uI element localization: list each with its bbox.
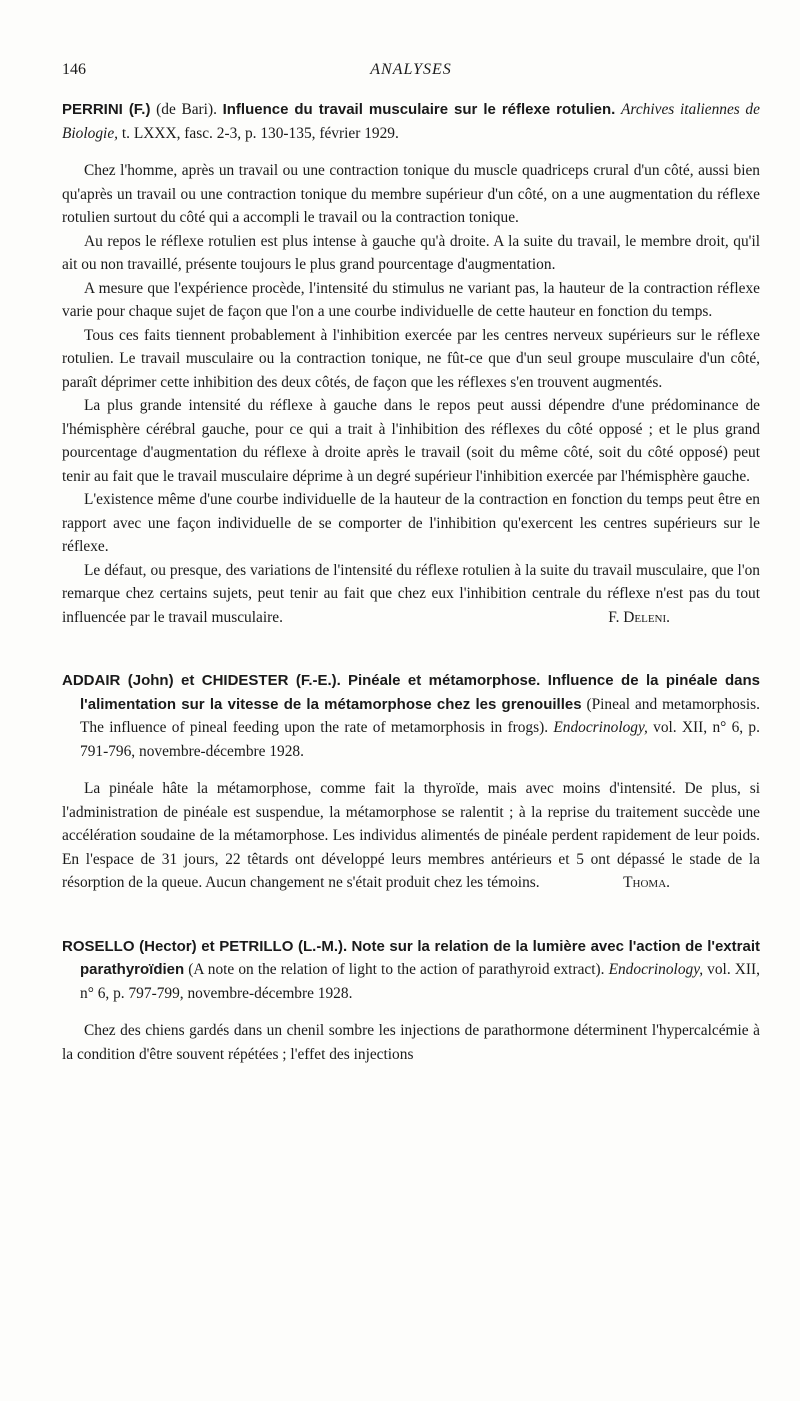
abstract-paragraph: Tous ces faits tiennent probablement à l'inhibition exercée par les centres nerveux supérieurs sur le réflexe rotulien. Le travail musculaire ou la contraction tonique, ne fût-ce que d'un seul groupe musculaire d'un côté, paraît déprimer cette inhibition des deux côtés, de façon que les réflexes s'en trouvent augmentés. (62, 326, 760, 391)
page-number: 146 (62, 61, 86, 78)
journal-name: Endocrinology, (608, 961, 704, 978)
reviewer-signature: Thoma. (623, 874, 670, 891)
citation: vol. XII, n° 6, p. 791-796, novembre-décembre 1928. (80, 719, 760, 760)
entry-separator (62, 629, 760, 653)
reviewer-signature: F. Deleni. (608, 608, 670, 626)
running-title: ANALYSES (370, 61, 452, 78)
abstract-paragraph: Chez des chiens gardés dans un chenil sombre les injections de parathormone déterminent l'hypercalcémie à la condition d'être souvent répétées ; l'effet des injections (62, 1022, 760, 1063)
abstract-authors: ADDAIR (John) et CHIDESTER (F.-E.). (62, 672, 341, 689)
citation: vol. XII, n° 6, p. 797-799, novembre-décembre 1928. (80, 961, 760, 1002)
abstract-affiliation: (de Bari). (156, 101, 217, 118)
abstract-heading (62, 935, 760, 1006)
abstract-heading (62, 98, 760, 145)
abstract-title: Note sur la relation de la lumière avec l'action de l'extrait parathyroïdien (80, 937, 760, 978)
english-title: (A note on the relation of light to the action of parathyroid extract). (188, 961, 605, 978)
abstract-authors: PERRINI (F.) (62, 101, 151, 118)
abstract-authors: ROSELLO (Hector) et PETRILLO (L.-M.). (62, 937, 348, 955)
entry-separator (62, 895, 760, 919)
journal-name: Endocrinology, (553, 719, 648, 736)
abstract-title: Pinéale et métamorphose. Influence de la pinéale dans l'alimentation sur la vitesse de la métamorphose chez les grenouilles (80, 672, 761, 713)
citation: t. LXXX, fasc. 2-3, p. 130-135, février 1929. (121, 124, 399, 142)
abstract-paragraph: La pinéale hâte la métamorphose, comme fait la thyroïde, mais avec moins d'intensité. De plus, si l'administration de pinéale est suspendue, la métamorphose se ralentit ; à la reprise du traitement succède une accélération soudaine de la métamorphose. Les individus alimentés de pinéale perdent rapidement de leur poids. En l'espace de 31 jours, 22 têtards ont développé leurs membres antérieurs et 5 ont dépassé le stade de la résorption de la queue. Aucun changement ne s'était produit chez les témoins. (62, 780, 760, 891)
abstract-title: Influence du travail musculaire sur le réflexe rotulien. (222, 101, 616, 118)
journal-name: Archives italiennes de Biologie, (62, 101, 760, 142)
abstract-paragraph: La plus grande intensité du réflexe à gauche dans le repos peut aussi dépendre d'une prédominance de l'hémisphère cérébral gauche, pour ce qui a trait à l'inhibition des réflexes du côté opposé ; et le plus grand pourcentage d'augmentation du réflexe à droite après le travail (soit du même côté, soit du côté opposé) peut tenir au fait que le travail musculaire déprime à un degré supérieur l'inhibition exercée par l'hémisphère gauche. (62, 397, 760, 485)
page-header (62, 58, 760, 82)
abstract-paragraph: L'existence même d'une courbe individuelle de la hauteur de la contraction en fonction du temps peut être en rapport avec une façon individuelle de se comporter de l'inhibition qu'exercent les centres supérieurs sur le réflexe. (62, 491, 760, 555)
english-title: (Pineal and metamorphosis. The influence of pineal feeding upon the rate of metamorphosis in frogs). (80, 695, 760, 736)
abstract-heading (62, 669, 760, 763)
abstract-paragraph: A mesure que l'expérience procède, l'intensité du stimulus ne variant pas, la hauteur de la contraction réflexe varie pour chaque sujet de façon que l'on a une courbe individuelle de cette hauteur en fonction du temps. (62, 279, 760, 320)
abstract-paragraph: Au repos le réflexe rotulien est plus intense à gauche qu'à droite. A la suite du travail, le membre droit, qu'il ait ou non travaillé, présente toujours le plus grand pourcentage d'augmentation. (62, 232, 760, 273)
abstract-paragraph: Chez l'homme, après un travail ou une contraction tonique du muscle quadriceps crural d'un côté, aussi bien qu'après un travail ou une contraction tonique du membre supérieur d'un côté, on a une augmentation du réflexe rotulien surtout du côté qui a accompli le travail ou la contraction tonique. (62, 162, 760, 226)
abstract-paragraph: Le défaut, ou presque, des variations de l'intensité du réflexe rotulien à la suite du travail musculaire, que l'on remarque chez certains sujets, peut tenir au fait que chez eux l'inhibition centrale du réflexe n'est pas du tout influencée par le travail musculaire. (62, 561, 760, 626)
